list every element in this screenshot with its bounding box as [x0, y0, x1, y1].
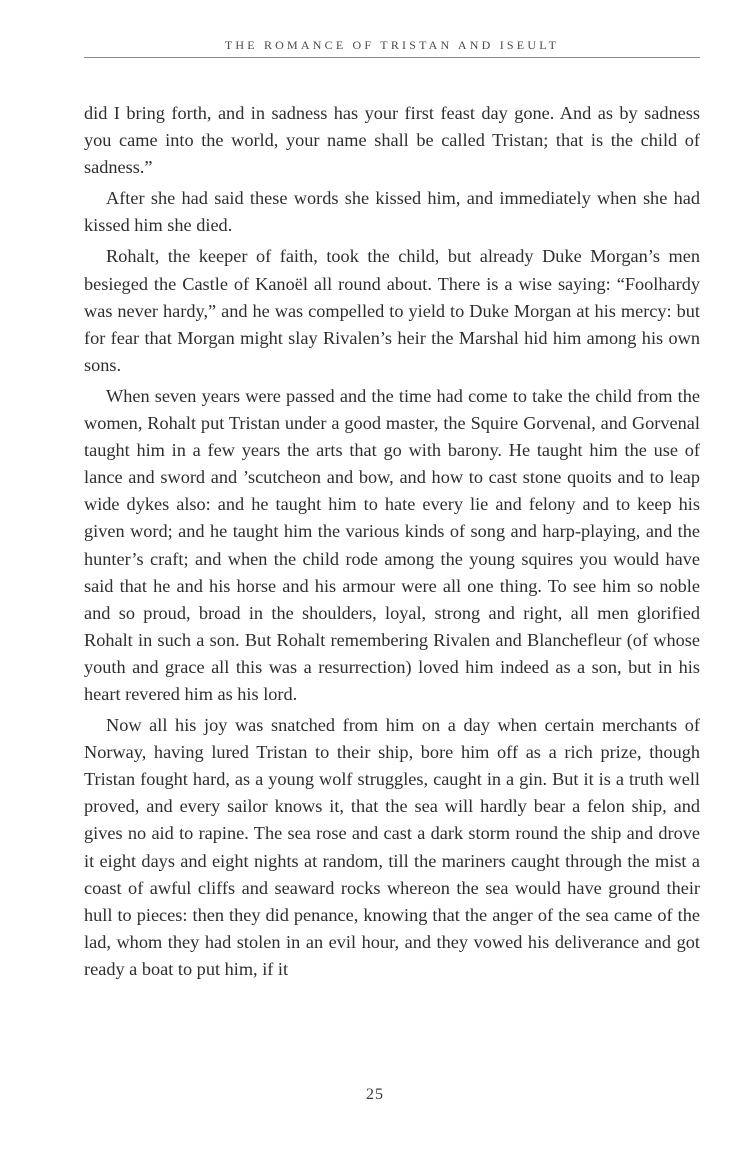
paragraph: After she had said these words she kissed him, and immediately when she had kissed him she died. — [84, 188, 700, 236]
running-head-title: THE ROMANCE OF TRISTAN AND ISEULT — [224, 38, 560, 52]
paragraph: Now all his joy was snatched from him on a day when certain merchants of Norway, having lured Tristan to their ship, bore him off as a rich prize, though Tristan fought hard, as a young wolf struggles, caught in a gin. But it is a truth well proved, and every sailor knows it, that the sea will hardly bear a felon ship, and gives no aid to rapine. The sea rose and cast a dark storm round the ship and drove it eight days and eight nights at random, till the mariners caught through the mist a coast of awful cliffs and seaward rocks whereon the sea would have ground their hull to pieces: then they did penance, knowing that the anger of the sea came of the lad, whom they had stolen in an evil hour, and they vowed his deliverance and got ready a boat to put him, if it — [84, 715, 700, 979]
paragraph-continued: did I bring forth, and in sadness has your first feast day gone. And as by sadness you came into the world, your name shall be called Tristan; that is the child of sadness.” — [84, 103, 700, 178]
header-rule — [84, 57, 700, 58]
page-number: 25 — [366, 1086, 384, 1103]
paragraph: Rohalt, the keeper of faith, took the child, but already Duke Morgan’s men besieged the Castle of Kanoël all round about. There is a wise saying: “Foolhardy was never hardy,” and he was compelled to yield to Duke Morgan at his mercy: but for fear that Morgan might slay Rivalen’s heir the Marshal hid him among his own sons. — [84, 246, 700, 375]
body-text — [84, 100, 700, 983]
paragraph: When seven years were passed and the time had come to take the child from the women, Rohalt put Tristan under a good master, the Squire Gorvenal, and Gorvenal taught him in a few years the arts that go with barony. He taught him the use of lance and sword and ’scutcheon and bow, and how to cast stone quoits and to leap wide dykes also: and he taught him to hate every lie and felony and to keep his given word; and he taught him the various kinds of song and harp-playing, and the hunter’s craft; and when the child rode among the young squires you would have said that he and his horse and his armour were all one thing. To see him so noble and so proud, broad in the shoulders, loyal, strong and right, all men glorified Rohalt in such a son. But Rohalt remembering Rivalen and Blanchefleur (of whose youth and grace all this was a resurrection) loved him indeed as a son, but in his heart revered him as his lord. — [84, 385, 700, 704]
